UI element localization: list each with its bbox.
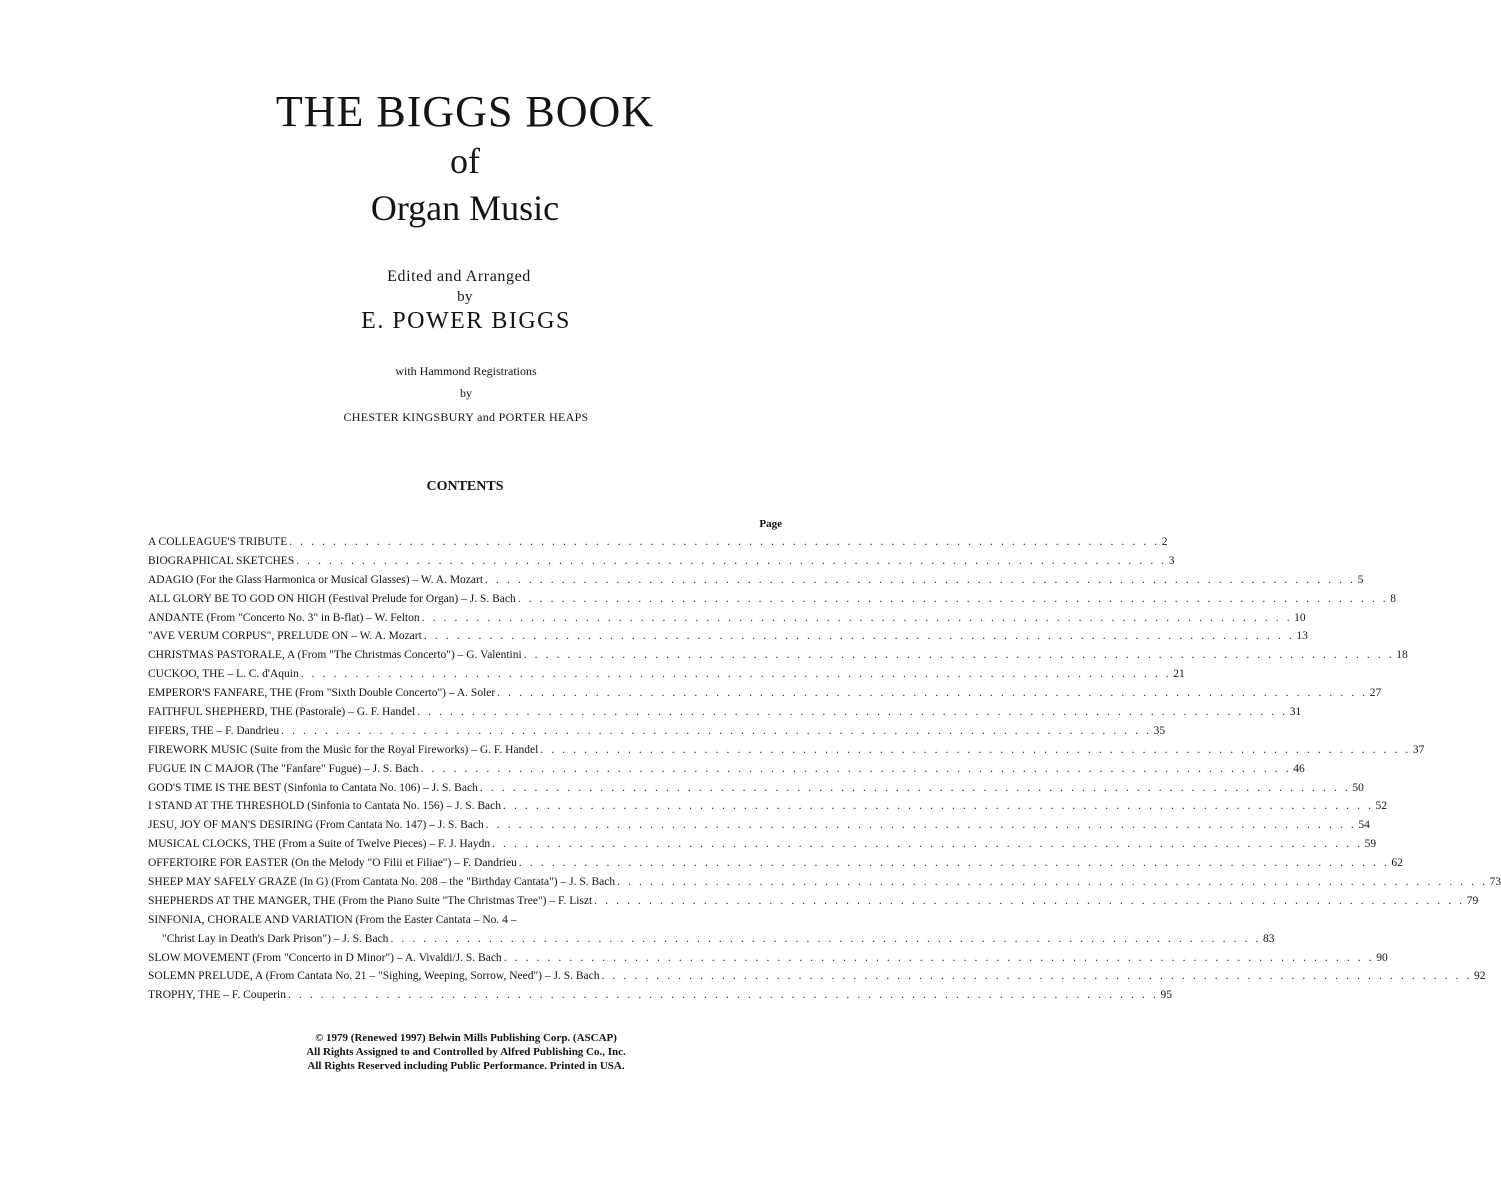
toc-entry-page: 52 (1375, 800, 1388, 813)
toc-entry-page: 5 (1357, 573, 1364, 586)
toc-entry-title: "Christ Lay in Death's Dark Prison") – J. S. Bach (162, 932, 389, 945)
toc-entry (148, 779, 1364, 798)
editor-name: E. POWER BIGGS (361, 308, 571, 334)
copyright-notice (0, 1031, 932, 1073)
toc-entry-page: 10 (1294, 611, 1306, 624)
toc-dot-leader: . . . . . . . . . . . . . . . . . . . . . . . . . . . . . . . . . . . . . . . . . . . . . . . . . . . . . . . . . . . . . . . . . . . . . . . . . . . . . . . . (420, 762, 1292, 775)
toc-dot-leader: . . . . . . . . . . . . . . . . . . . . . . . . . . . . . . . . . . . . . . . . . . . . . . . . . . . . . . . . . . . . . . . . . . . . . . . . . . . . . . . . (617, 876, 1488, 889)
toc-entry (148, 703, 1302, 722)
toc-entry (148, 627, 1308, 646)
toc-entry-page: 50 (1352, 781, 1364, 794)
toc-entry (148, 949, 1388, 968)
toc-entry (148, 609, 1306, 628)
toc-entry-title: TROPHY, THE – F. Couperin (148, 989, 286, 1002)
toc-entry (148, 835, 1377, 854)
toc-dot-leader: . . . . . . . . . . . . . . . . . . . . . . . . . . . . . . . . . . . . . . . . . . . . . . . . . . . . . . . . . . . . . . . . . . . . . . . . . . . . . . . . (540, 743, 1411, 756)
toc-entry-page: 73 (1489, 876, 1501, 889)
toc-entry-page: 8 (1390, 592, 1397, 605)
toc-entry-page: 95 (1160, 989, 1172, 1002)
copyright-line: All Rights Assigned to and Controlled by Alfred Publishing Co., Inc. (306, 1046, 626, 1058)
toc-entry-page: 59 (1364, 838, 1377, 851)
toc-entry-page: 37 (1412, 743, 1425, 756)
toc-dot-leader: . . . . . . . . . . . . . . . . . . . . . . . . . . . . . . . . . . . . . . . . . . . . . . . . . . . . . . . . . . . . . . . . . . . . . . . . . . . . . . . . (485, 573, 1356, 586)
toc-dot-leader: . . . . . . . . . . . . . . . . . . . . . . . . . . . . . . . . . . . . . . . . . . . . . . . . . . . . . . . . . . . . . . . . . . . . . . . . . . . . . . . . (296, 554, 1167, 567)
toc-dot-leader: . . . . . . . . . . . . . . . . . . . . . . . . . . . . . . . . . . . . . . . . . . . . . . . . . . . . . . . . . . . . . . . . . . . . . . . . . . . . . . . . (518, 857, 1390, 870)
toc-entry (148, 722, 1166, 741)
toc-entry (148, 590, 1397, 609)
book-subtitle: Organ Music (370, 188, 560, 228)
toc-entry-title: SINFONIA, CHORALE AND VARIATION (From the Easter Cantata – No. 4 – (148, 913, 517, 926)
toc-entry (148, 684, 1382, 703)
toc-entry (148, 741, 1425, 760)
toc-dot-leader: . . . . . . . . . . . . . . . . . . . . . . . . . . . . . . . . . . . . . . . . . . . . . . . . . . . . . . . . . . . . . . . . . . . . . . . . . . . . . . . . (517, 592, 1389, 605)
toc-entry-title: BIOGRAPHICAL SKETCHES (148, 554, 295, 567)
toc-entry-page: 83 (1262, 932, 1275, 945)
toc-dot-leader: . . . . . . . . . . . . . . . . . . . . . . . . . . . . . . . . . . . . . . . . . . . . . . . . . . . . . . . . . . . . . . . . . . . . . . . . . . . . . . . . (300, 668, 1172, 681)
toc-entry-title: FUGUE IN C MAJOR (The "Fanfare" Fugue) – J. S. Bach (148, 762, 419, 775)
toc-entry-page: 3 (1168, 554, 1175, 567)
toc-entry-title: ADAGIO (For the Glass Harmonica or Musical Glasses) – W. A. Mozart (148, 573, 484, 586)
toc-entry (148, 816, 1370, 835)
toc-entry (148, 552, 1175, 571)
toc-entry-page: 13 (1296, 630, 1308, 643)
table-of-contents (148, 533, 1501, 1005)
toc-entry-title: OFFERTOIRE FOR EASTER (On the Melody "O Filii et Filiae") – F. Dandrieu (148, 857, 517, 870)
toc-dot-leader: . . . . . . . . . . . . . . . . . . . . . . . . . . . . . . . . . . . . . . . . . . . . . . . . . . . . . . . . . . . . . . . . . . . . . . . . . . . . . . . . (503, 951, 1375, 964)
toc-entry-title: GOD'S TIME IS THE BEST (Sinfonia to Cantata No. 106) – J. S. Bach (148, 781, 478, 794)
page-column-heading: Page (759, 518, 782, 530)
toc-entry (148, 930, 1275, 949)
toc-entry-title: SHEPHERDS AT THE MANGER, THE (From the Piano Suite "The Christmas Tree") – F. Liszt (148, 894, 593, 907)
toc-entry (148, 665, 1185, 684)
toc-entry (148, 533, 1168, 552)
toc-entry-title: MUSICAL CLOCKS, THE (From a Suite of Twelve Pieces) – F. J. Haydn (148, 838, 491, 851)
toc-dot-leader: . . . . . . . . . . . . . . . . . . . . . . . . . . . . . . . . . . . . . . . . . . . . . . . . . . . . . . . . . . . . . . . . . . . . . . . . . . . . . . . . (485, 819, 1357, 832)
edited-label: Edited and Arranged (387, 268, 531, 285)
toc-dot-leader: . . . . . . . . . . . . . . . . . . . . . . . . . . . . . . . . . . . . . . . . . . . . . . . . . . . . . . . . . . . . . . . . . . . . . . . . . . . . . . . . (423, 630, 1295, 643)
toc-dot-leader: . . . . . . . . . . . . . . . . . . . . . . . . . . . . . . . . . . . . . . . . . . . . . . . . . . . . . . . . . . . . . . . . . . . . . . . . . . . . . . . . (281, 724, 1152, 737)
registrations-by: by (460, 386, 472, 400)
copyright-line: All Rights Reserved including Public Performance. Printed in USA. (307, 1060, 625, 1072)
toc-dot-leader: . . . . . . . . . . . . . . . . . . . . . . . . . . . . . . . . . . . . . . . . . . . . . . . . . . . . . . . . . . . . . . . . . . . . . . . . . . . . . . . . (390, 932, 1261, 945)
toc-dot-leader: . . . . . . . . . . . . . . . . . . . . . . . . . . . . . . . . . . . . . . . . . . . . . . . . . . . . . . . . . . . . . . . . . . . . . . . . . . . . . . . . (497, 687, 1368, 700)
toc-dot-leader: . . . . . . . . . . . . . . . . . . . . . . . . . . . . . . . . . . . . . . . . . . . . . . . . . . . . . . . . . . . . . . . . . . . . . . . . . . . . . . . . (289, 535, 1160, 548)
toc-dot-leader: . . . . . . . . . . . . . . . . . . . . . . . . . . . . . . . . . . . . . . . . . . . . . . . . . . . . . . . . . . . . . . . . . . . . . . . . . . . . . . . . (523, 649, 1395, 662)
contents-heading: CONTENTS (426, 479, 504, 494)
toc-dot-leader: . . . . . . . . . . . . . . . . . . . . . . . . . . . . . . . . . . . . . . . . . . . . . . . . . . . . . . . . . . . . . . . . . . . . . . . . . . . . . . . . (601, 970, 1473, 983)
registrations-authors: CHESTER KINGSBURY and PORTER HEAPS (343, 410, 589, 424)
toc-dot-leader: . . . . . . . . . . . . . . . . . . . . . . . . . . . . . . . . . . . . . . . . . . . . . . . . . . . . . . . . . . . . . . . . . . . . . . . . . . . . . . . . (503, 800, 1374, 813)
toc-entry-title: A COLLEAGUE'S TRIBUTE (148, 535, 288, 548)
toc-entry-page: 18 (1396, 649, 1408, 662)
toc-dot-leader: . . . . . . . . . . . . . . . . . . . . . . . . . . . . . . . . . . . . . . . . . . . . . . . . . . . . . . . . . . . . . . . . . . . . . . . . . . . . . . . . (287, 989, 1159, 1002)
book-title-of: of (450, 141, 480, 181)
toc-entry (148, 854, 1403, 873)
toc-dot-leader: . . . . . . . . . . . . . . . . . . . . . . . . . . . . . . . . . . . . . . . . . . . . . . . . . . . . . . . . . . . . . . . . . . . . . . . . . . . . . . . . (479, 781, 1351, 794)
toc-dot-leader: . . . . . . . . . . . . . . . . . . . . . . . . . . . . . . . . . . . . . . . . . . . . . . . . . . . . . . . . . . . . . . . . . . . . . . . . . . . . . . . . (594, 894, 1465, 907)
toc-entry-title: ANDANTE (From "Concerto No. 3" in B-flat) – W. Felton (148, 611, 420, 624)
toc-entry-page: 90 (1376, 951, 1388, 964)
toc-entry (148, 797, 1388, 816)
toc-entry-title: I STAND AT THE THRESHOLD (Sinfonia to Cantata No. 156) – J. S. Bach (148, 800, 502, 813)
toc-entry-title: SOLEMN PRELUDE, A (From Cantata No. 21 – "Sighing, Weeping, Sorrow, Need") – J. S. Bach (148, 970, 600, 983)
toc-entry-page: 46 (1293, 762, 1305, 775)
toc-dot-leader: . . . . . . . . . . . . . . . . . . . . . . . . . . . . . . . . . . . . . . . . . . . . . . . . . . . . . . . . . . . . . . . . . . . . . . . . . . . . . . . . (492, 838, 1363, 851)
toc-entry-title: ALL GLORY BE TO GOD ON HIGH (Festival Prelude for Organ) – J. S. Bach (148, 592, 516, 605)
toc-entry-title: SHEEP MAY SAFELY GRAZE (In G) (From Cantata No. 208 – the "Birthday Cantata") – J. S. Bach (148, 876, 616, 889)
edited-by: by (457, 289, 473, 305)
toc-entry-title: CUCKOO, THE – L. C. d'Aquin (148, 668, 299, 681)
toc-entry (148, 967, 1486, 986)
toc-entry (148, 911, 782, 930)
toc-entry-title: FIFERS, THE – F. Dandrieu (148, 724, 280, 737)
copyright-line: © 1979 (Renewed 1997) Belwin Mills Publishing Corp. (ASCAP) (315, 1032, 617, 1044)
toc-entry-title: FIREWORK MUSIC (Suite from the Music for the Royal Fireworks) – G. F. Handel (148, 743, 539, 756)
book-title: THE BIGGS BOOK (275, 87, 655, 136)
toc-entry (148, 571, 1364, 590)
toc-entry-page: 31 (1289, 706, 1302, 718)
toc-dot-leader: . . . . . . . . . . . . . . . . . . . . . . . . . . . . . . . . . . . . . . . . . . . . . . . . . . . . . . . . . . . . . . . . . . . . . . . . . . . . . . . . (417, 706, 1288, 718)
toc-entry (148, 646, 1408, 665)
toc-entry-title: EMPEROR'S FANFARE, THE (From "Sixth Double Concerto") – A. Soler (148, 687, 496, 700)
toc-dot-leader: . . . . . . . . . . . . . . . . . . . . . . . . . . . . . . . . . . . . . . . . . . . . . . . . . . . . . . . . . . . . . . . . . . . . . . . . . . . . . . . . (421, 611, 1293, 624)
toc-entry-page: 62 (1391, 857, 1403, 870)
toc-entry-page: 79 (1466, 894, 1479, 907)
registrations-label: with Hammond Registrations (395, 364, 537, 378)
toc-entry-page: 35 (1153, 724, 1166, 737)
toc-entry (148, 873, 1501, 892)
toc-entry-title: JESU, JOY OF MAN'S DESIRING (From Cantata No. 147) – J. S. Bach (148, 819, 484, 832)
toc-entry-page: 2 (1161, 535, 1168, 548)
toc-entry-page: 21 (1173, 668, 1185, 681)
toc-entry (148, 892, 1479, 911)
toc-entry (148, 986, 1172, 1005)
toc-entry-title: SLOW MOVEMENT (From "Concerto in D Minor") – A. Vivaldi/J. S. Bach (148, 951, 502, 964)
toc-entry (148, 760, 1305, 779)
toc-entry-title: FAITHFUL SHEPHERD, THE (Pastorale) – G. F. Handel (148, 706, 416, 718)
toc-entry-page: 27 (1369, 687, 1382, 700)
toc-entry-page: 92 (1474, 970, 1486, 983)
toc-entry-page: 54 (1358, 819, 1370, 832)
toc-entry-title: CHRISTMAS PASTORALE, A (From "The Christmas Concerto") – G. Valentini (148, 649, 522, 662)
toc-entry-title: "AVE VERUM CORPUS", PRELUDE ON – W. A. Mozart (148, 630, 422, 643)
